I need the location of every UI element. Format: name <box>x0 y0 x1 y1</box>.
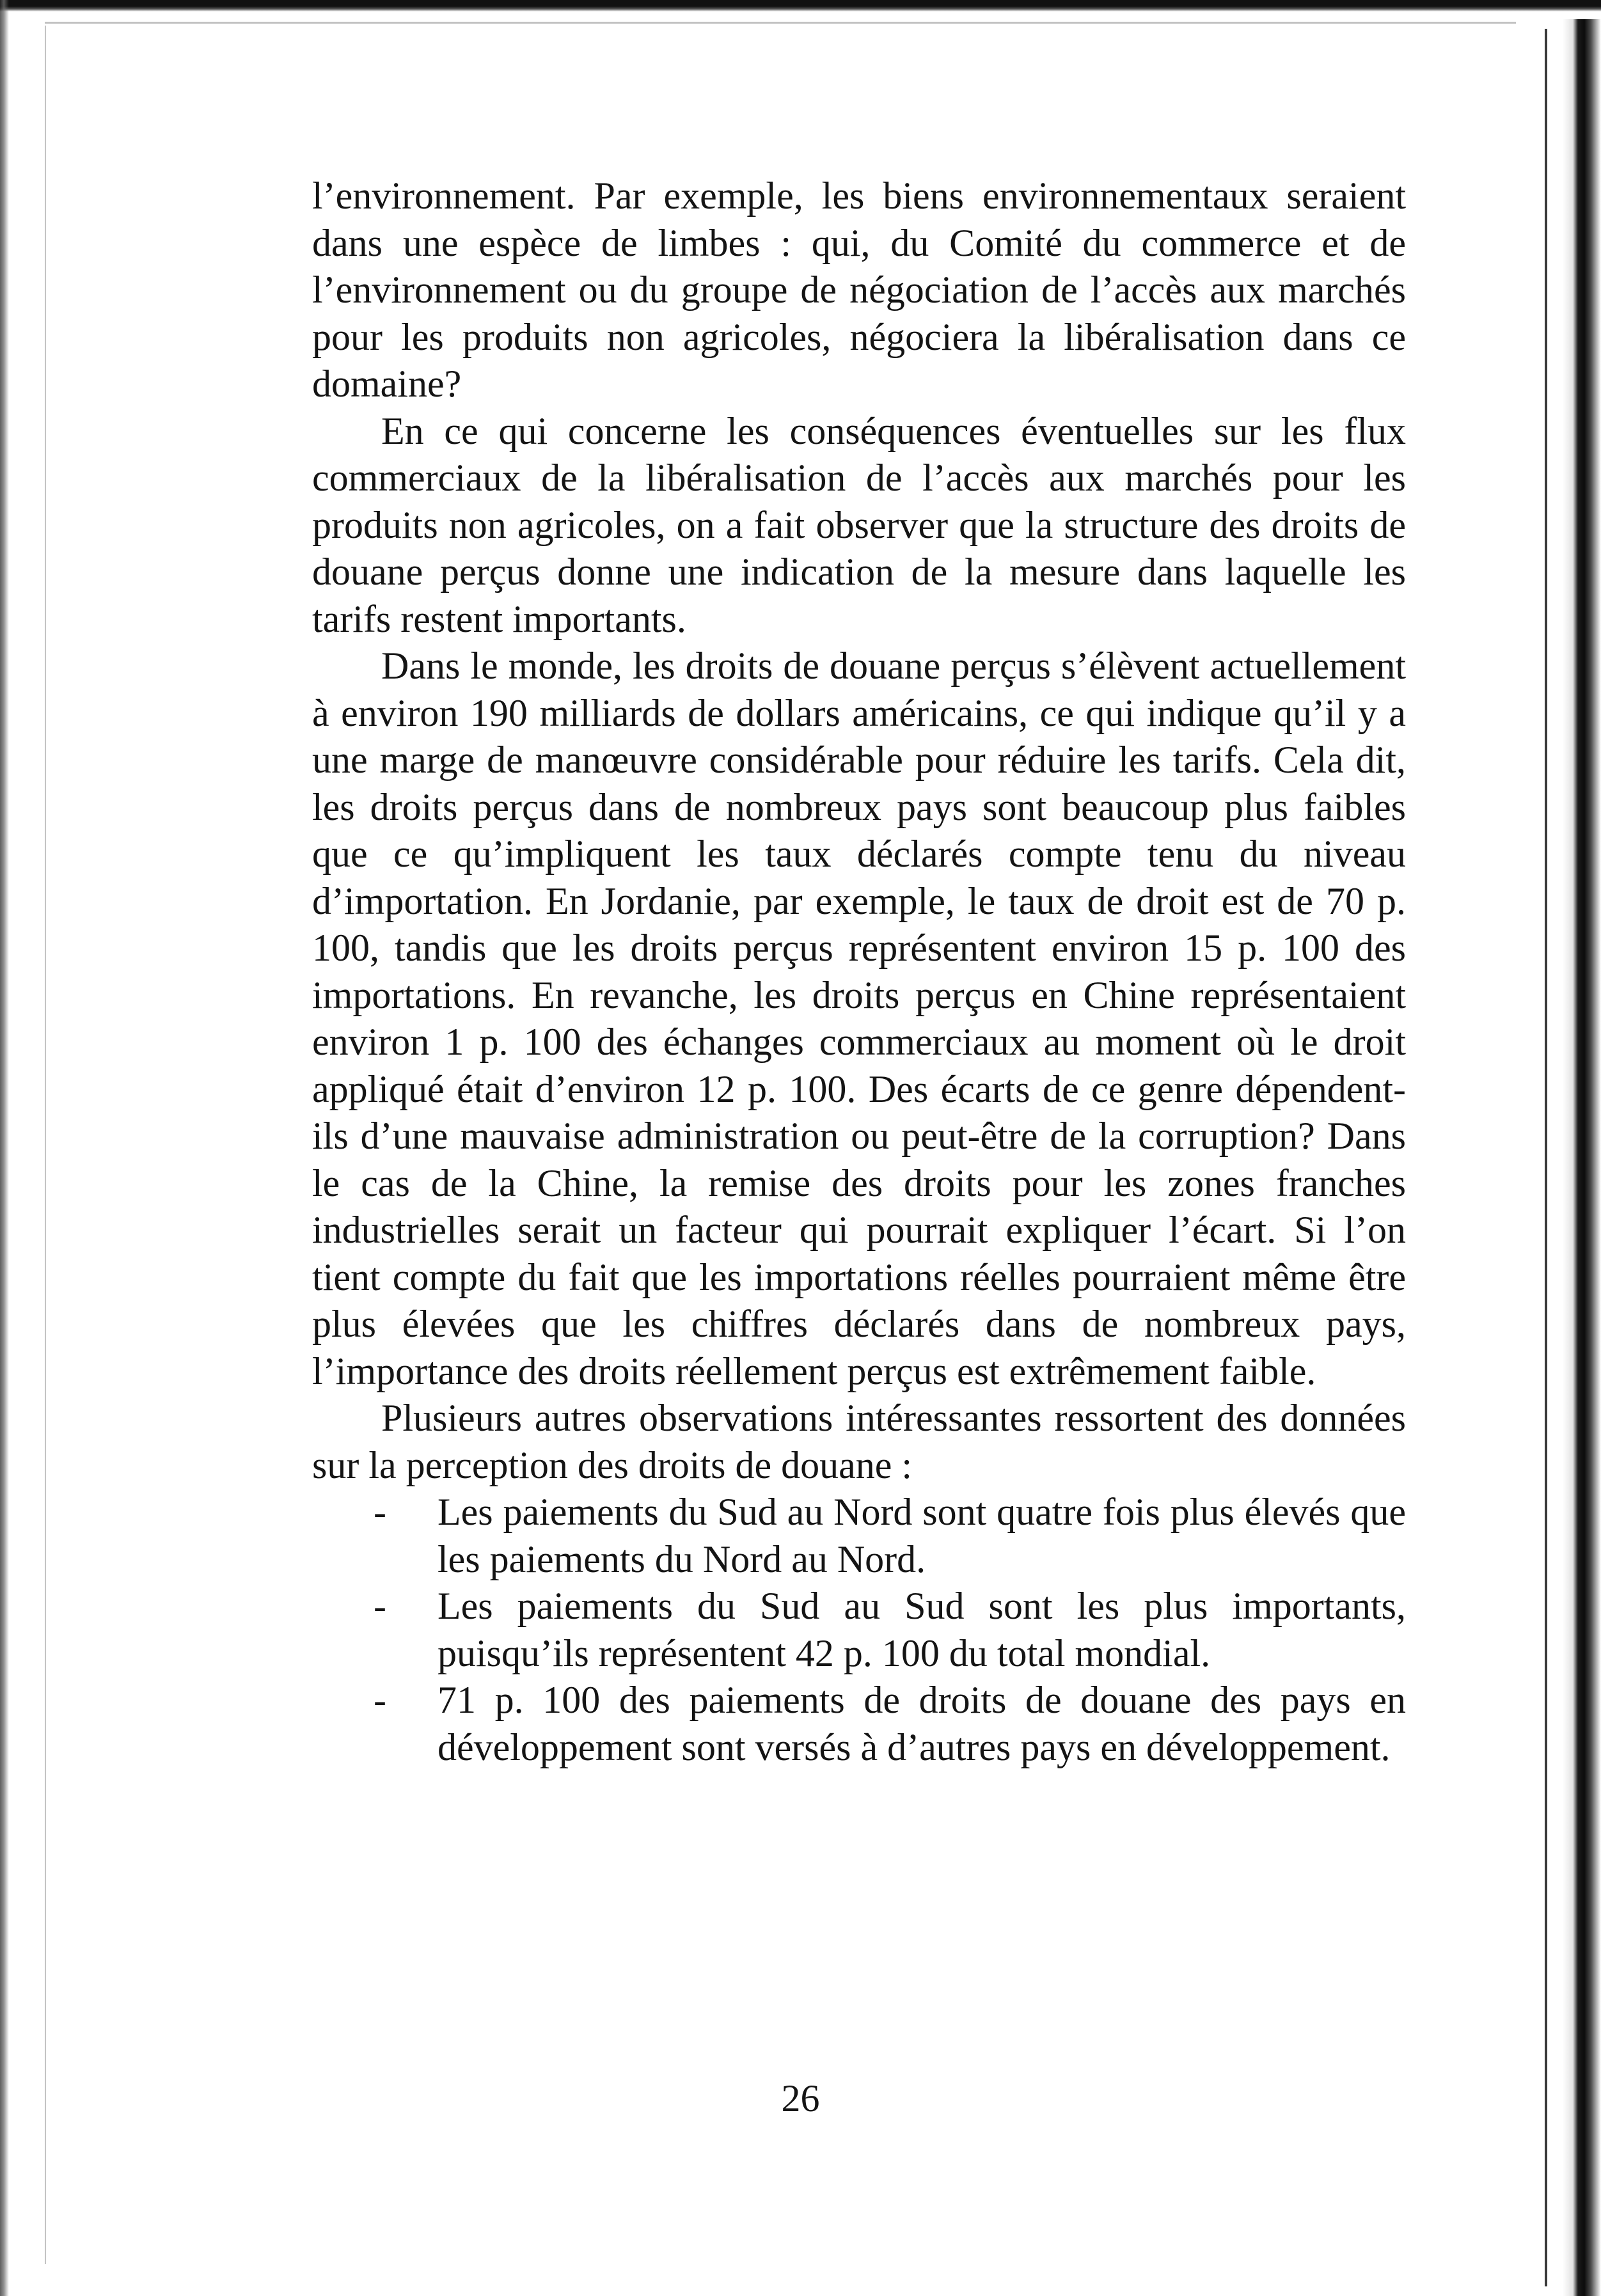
paragraph-continuation: l’environnement. Par exemple, les biens environnementaux seraient dans une espèce de limbes : qui, du Comité du commerce et de l’environnement ou du groupe de négociation de l’accès aux marchés pour les produits non agricoles, négociera la libéralisation dans ce domaine? <box>312 175 1406 405</box>
bullet-dash: - <box>374 1491 386 1533</box>
paragraph-droits-percus: Dans le monde, les droits de douane perçus s’élèvent actuellement à environ 190 milliards de dollars américains, ce qui indique qu’il y a une marge de manœuvre considérable pour réduire les tarifs. Cela dit, les droits perçus dans de nombreux pays sont beaucoup plus faibles que ce qu’impliquent les taux déclarés compte tenu du niveau d’importation. En Jordanie, par exemple, le taux de droit est de 70 p. 100, tandis que les droits perçus représentent environ 15 p. 100 des importations. En revanche, les droits perçus en Chine représentaient environ 1 p. 100 des échanges commerciaux au moment où le droit appliqué était d’environ 12 p. 100. Des écarts de ce genre dépendent-ils d’une mauvaise administration ou peut-être de la corruption? Dans le cas de la Chine, la remise des droits pour les zones franches industrielles serait un facteur qui pourrait expliquer l’écart. Si l’on tient compte du fait que les importations réelles pourraient même être plus élevées que les chiffres déclarés dans de nombreux pays, l’importance des droits réellement perçus est extrêmement faible. <box>312 645 1406 1392</box>
scan-line-right <box>1545 29 1547 2286</box>
list-item-text: Les paiements du Sud au Sud sont les plus importants, puisqu’ils représentent 42 p. 100 du total mondial. <box>438 1585 1406 1674</box>
paragraph-observations: Plusieurs autres observations intéressantes ressortent des données sur la perception des droits de douane : <box>312 1397 1406 1486</box>
list-item-text: 71 p. 100 des paiements de droits de douane des pays en développement sont versés à d’autres pays en développement. <box>438 1679 1406 1768</box>
observations-list <box>312 1489 1406 1771</box>
scan-edge-right <box>1563 19 1601 2296</box>
scan-edge-top <box>0 0 1601 12</box>
page-body <box>312 173 1406 1771</box>
page-number: 26 <box>781 2077 820 2119</box>
scan-line-top <box>45 22 1516 24</box>
list-item <box>312 1583 1406 1677</box>
scan-edge-left <box>0 0 9 2296</box>
list-item-text: Les paiements du Sud au Nord sont quatre fois plus élevés que les paiements du Nord au Nord. <box>438 1491 1406 1580</box>
bullet-dash: - <box>374 1585 386 1627</box>
bullet-dash: - <box>374 1679 386 1721</box>
paragraph-flux-commerciaux: En ce qui concerne les conséquences éventuelles sur les flux commerciaux de la libéralisation de l’accès aux marchés pour les produits non agricoles, on a fait observer que la structure des droits de douane perçus donne une indication de la mesure dans laquelle les tarifs restent importants. <box>312 409 1406 640</box>
scan-line-left <box>45 26 46 2264</box>
list-item <box>312 1489 1406 1583</box>
list-item <box>312 1677 1406 1771</box>
